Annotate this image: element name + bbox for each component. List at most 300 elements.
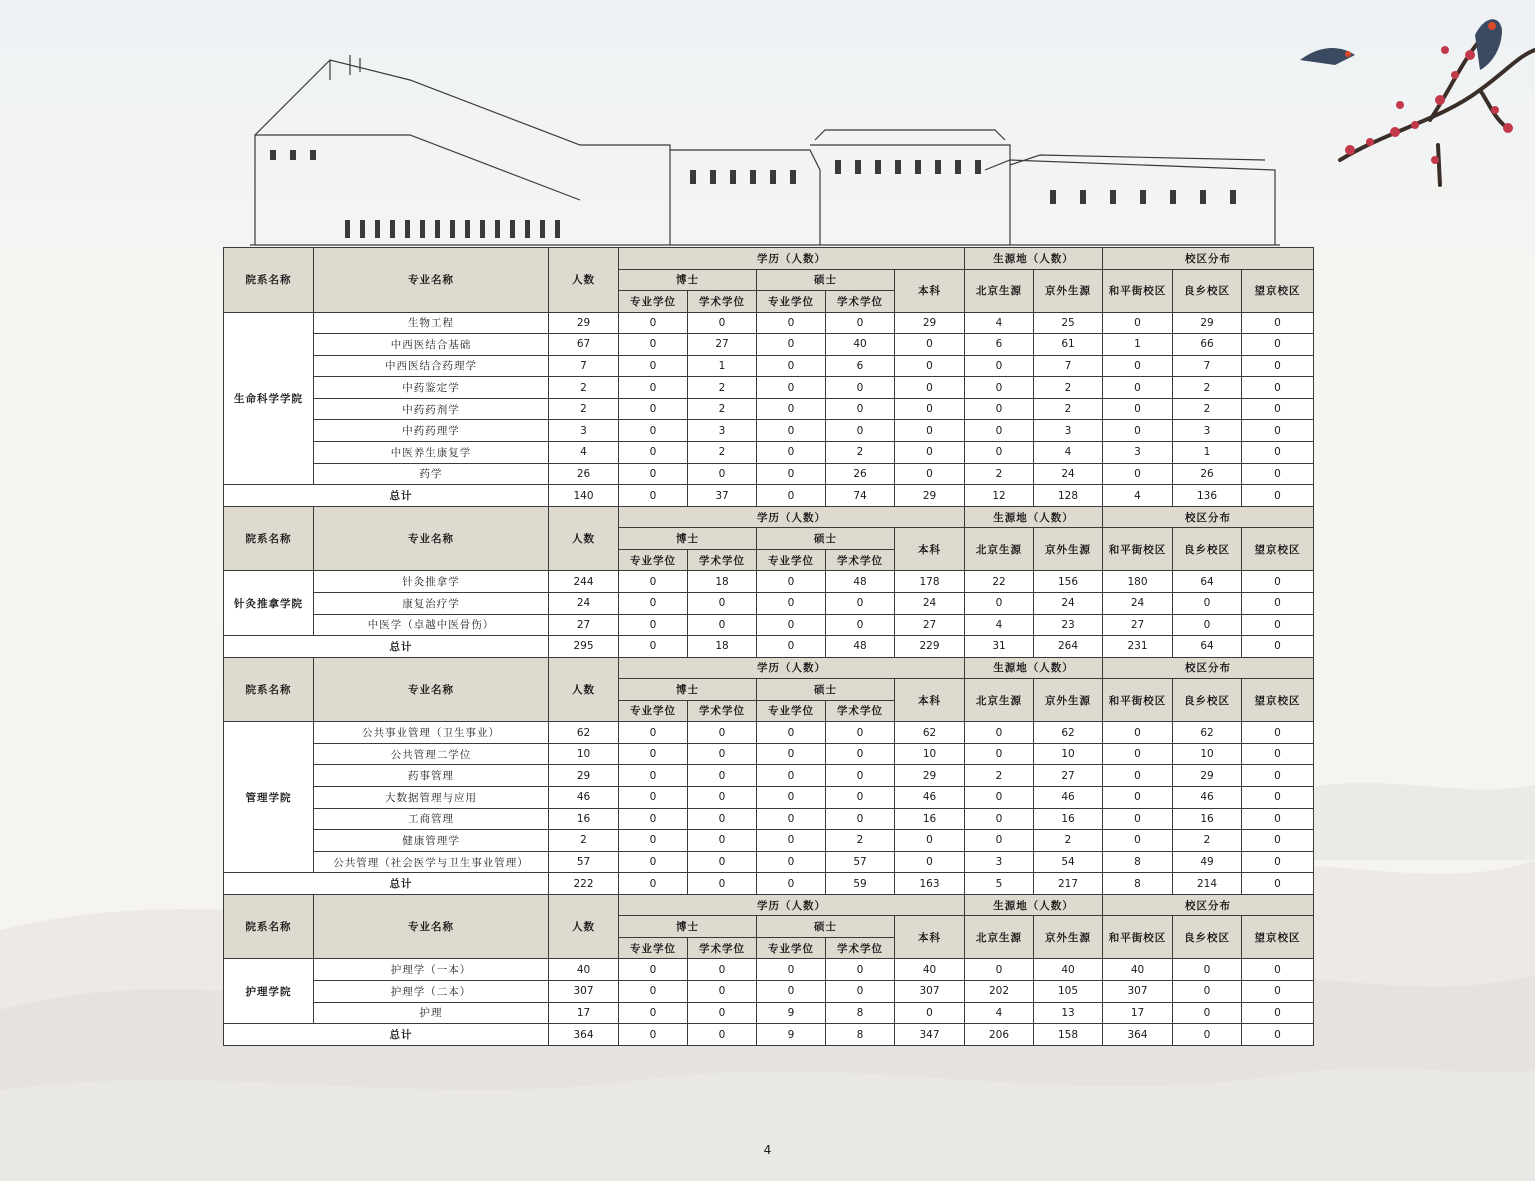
value-cell: 0 (826, 312, 895, 334)
value-cell: 0 (1173, 1002, 1242, 1024)
total-value-cell: 9 (757, 1024, 826, 1046)
table-row (224, 787, 1314, 809)
value-cell: 61 (1034, 334, 1103, 356)
value-cell: 0 (1103, 743, 1173, 765)
value-cell: 16 (1034, 808, 1103, 830)
table-row (224, 420, 1314, 442)
value-cell: 0 (757, 765, 826, 787)
total-value-cell: 31 (965, 636, 1034, 658)
total-value-cell: 231 (1103, 636, 1173, 658)
total-value-cell: 214 (1173, 873, 1242, 895)
value-cell: 9 (757, 1002, 826, 1024)
major-name: 健康管理学 (314, 830, 549, 852)
value-cell: 0 (688, 787, 757, 809)
wangjing-campus-header: 望京校区 (1242, 679, 1314, 722)
value-cell: 16 (549, 808, 619, 830)
value-cell: 0 (1242, 830, 1314, 852)
total-value-cell: 29 (895, 485, 965, 507)
major-name: 公共事业管理（卫生事业） (314, 722, 549, 744)
value-cell: 29 (895, 312, 965, 334)
total-value-cell: 37 (688, 485, 757, 507)
value-cell: 0 (619, 334, 688, 356)
value-cell: 0 (619, 398, 688, 420)
total-value-cell: 0 (619, 1024, 688, 1046)
table-row (224, 830, 1314, 852)
value-cell: 26 (1173, 463, 1242, 485)
value-cell: 0 (1242, 355, 1314, 377)
major-name: 中医学（卓越中医骨伤） (314, 614, 549, 636)
master-professional-header: 专业学位 (757, 549, 826, 571)
value-cell: 17 (549, 1002, 619, 1024)
value-cell: 0 (826, 743, 895, 765)
total-value-cell: 0 (619, 873, 688, 895)
total-value-cell: 229 (895, 636, 965, 658)
total-value-cell: 12 (965, 485, 1034, 507)
value-cell: 25 (1034, 312, 1103, 334)
liangxiang-campus-header: 良乡校区 (1173, 528, 1242, 571)
value-cell: 0 (826, 398, 895, 420)
value-cell: 0 (1242, 808, 1314, 830)
outside-origin-header: 京外生源 (1034, 916, 1103, 959)
count-header: 人数 (549, 657, 619, 722)
value-cell: 24 (1034, 463, 1103, 485)
phd-professional-header: 专业学位 (619, 937, 688, 959)
value-cell: 2 (1173, 830, 1242, 852)
phd-header: 博士 (619, 679, 757, 701)
dept-name: 管理学院 (224, 722, 314, 873)
major-header: 专业名称 (314, 248, 549, 313)
value-cell: 0 (688, 981, 757, 1003)
value-cell: 0 (895, 334, 965, 356)
value-cell: 0 (826, 722, 895, 744)
table-row (224, 355, 1314, 377)
value-cell: 0 (1242, 614, 1314, 636)
plum-blossom-birds-decoration (1280, 10, 1535, 210)
value-cell: 10 (549, 743, 619, 765)
phd-professional-header: 专业学位 (619, 291, 688, 313)
value-cell: 0 (1242, 334, 1314, 356)
value-cell: 3 (688, 420, 757, 442)
education-header: 学历（人数） (619, 506, 965, 528)
value-cell: 0 (1242, 592, 1314, 614)
value-cell: 2 (1173, 398, 1242, 420)
value-cell: 46 (1173, 787, 1242, 809)
value-cell: 62 (895, 722, 965, 744)
table-row (224, 808, 1314, 830)
table-row (224, 398, 1314, 420)
value-cell: 0 (895, 398, 965, 420)
total-value-cell: 140 (549, 485, 619, 507)
master-academic-header: 学术学位 (826, 700, 895, 722)
value-cell: 0 (757, 312, 826, 334)
value-cell: 2 (549, 377, 619, 399)
total-value-cell: 48 (826, 636, 895, 658)
bachelor-header: 本科 (895, 528, 965, 571)
value-cell: 0 (1242, 851, 1314, 873)
education-header: 学历（人数） (619, 894, 965, 916)
value-cell: 0 (688, 614, 757, 636)
total-value-cell: 217 (1034, 873, 1103, 895)
total-label: 总计 (224, 636, 549, 658)
value-cell: 307 (1103, 981, 1173, 1003)
total-value-cell: 0 (619, 485, 688, 507)
value-cell: 0 (965, 592, 1034, 614)
beijing-origin-header: 北京生源 (965, 528, 1034, 571)
value-cell: 0 (757, 722, 826, 744)
major-name: 生物工程 (314, 312, 549, 334)
value-cell: 0 (688, 830, 757, 852)
value-cell: 29 (895, 765, 965, 787)
master-header: 硕士 (757, 528, 895, 550)
value-cell: 0 (1242, 312, 1314, 334)
heping-campus-header: 和平街校区 (1103, 528, 1173, 571)
header-row (224, 657, 1314, 679)
education-header: 学历（人数） (619, 248, 965, 270)
bachelor-header: 本科 (895, 916, 965, 959)
value-cell: 0 (965, 743, 1034, 765)
master-academic-header: 学术学位 (826, 291, 895, 313)
master-professional-header: 专业学位 (757, 700, 826, 722)
total-row (224, 873, 1314, 895)
total-value-cell: 136 (1173, 485, 1242, 507)
total-value-cell: 364 (1103, 1024, 1173, 1046)
campus-header: 校区分布 (1103, 506, 1314, 528)
outside-origin-header: 京外生源 (1034, 269, 1103, 312)
value-cell: 2 (1173, 377, 1242, 399)
value-cell: 0 (757, 614, 826, 636)
value-cell: 0 (1242, 981, 1314, 1003)
value-cell: 0 (619, 851, 688, 873)
major-name: 公共管理（社会医学与卫生事业管理） (314, 851, 549, 873)
dept-header: 院系名称 (224, 894, 314, 959)
value-cell: 0 (619, 722, 688, 744)
value-cell: 24 (895, 592, 965, 614)
value-cell: 0 (1242, 463, 1314, 485)
value-cell: 2 (549, 830, 619, 852)
value-cell: 67 (549, 334, 619, 356)
value-cell: 0 (1103, 463, 1173, 485)
value-cell: 2 (1034, 377, 1103, 399)
value-cell: 4 (965, 614, 1034, 636)
value-cell: 0 (619, 1002, 688, 1024)
bachelor-header: 本科 (895, 679, 965, 722)
campus-header: 校区分布 (1103, 248, 1314, 270)
total-value-cell: 347 (895, 1024, 965, 1046)
value-cell: 0 (965, 808, 1034, 830)
total-value-cell: 0 (1242, 1024, 1314, 1046)
value-cell: 0 (895, 851, 965, 873)
value-cell: 2 (688, 398, 757, 420)
value-cell: 0 (965, 959, 1034, 981)
value-cell: 0 (1103, 765, 1173, 787)
value-cell: 64 (1173, 571, 1242, 593)
total-value-cell: 0 (688, 873, 757, 895)
total-value-cell: 5 (965, 873, 1034, 895)
total-value-cell: 74 (826, 485, 895, 507)
dept-name: 针灸推拿学院 (224, 571, 314, 636)
value-cell: 0 (757, 743, 826, 765)
value-cell: 7 (549, 355, 619, 377)
value-cell: 0 (688, 463, 757, 485)
value-cell: 1 (688, 355, 757, 377)
value-cell: 0 (619, 830, 688, 852)
value-cell: 24 (1103, 592, 1173, 614)
campus-header: 校区分布 (1103, 657, 1314, 679)
value-cell: 156 (1034, 571, 1103, 593)
value-cell: 0 (1103, 312, 1173, 334)
page-number: 4 (763, 1143, 772, 1157)
total-value-cell: 158 (1034, 1024, 1103, 1046)
value-cell: 0 (619, 355, 688, 377)
value-cell: 4 (1034, 442, 1103, 464)
major-name: 护理学（一本） (314, 959, 549, 981)
value-cell: 0 (757, 787, 826, 809)
beijing-origin-header: 北京生源 (965, 916, 1034, 959)
count-header: 人数 (549, 894, 619, 959)
value-cell: 0 (1173, 592, 1242, 614)
value-cell: 0 (1173, 959, 1242, 981)
value-cell: 62 (1173, 722, 1242, 744)
value-cell: 178 (895, 571, 965, 593)
origin-header: 生源地（人数） (965, 248, 1103, 270)
total-value-cell: 59 (826, 873, 895, 895)
major-name: 工商管理 (314, 808, 549, 830)
value-cell: 48 (826, 571, 895, 593)
master-header: 硕士 (757, 679, 895, 701)
value-cell: 46 (895, 787, 965, 809)
value-cell: 3 (965, 851, 1034, 873)
phd-header: 博士 (619, 916, 757, 938)
value-cell: 307 (549, 981, 619, 1003)
value-cell: 0 (757, 398, 826, 420)
value-cell: 0 (965, 355, 1034, 377)
total-row (224, 636, 1314, 658)
total-row (224, 1024, 1314, 1046)
table-row (224, 377, 1314, 399)
value-cell: 0 (895, 830, 965, 852)
major-name: 公共管理二学位 (314, 743, 549, 765)
value-cell: 16 (895, 808, 965, 830)
value-cell: 0 (619, 377, 688, 399)
header-row (224, 506, 1314, 528)
value-cell: 27 (1103, 614, 1173, 636)
value-cell: 57 (826, 851, 895, 873)
value-cell: 0 (826, 981, 895, 1003)
value-cell: 0 (826, 959, 895, 981)
value-cell: 0 (619, 571, 688, 593)
total-value-cell: 295 (549, 636, 619, 658)
dept-header: 院系名称 (224, 248, 314, 313)
outside-origin-header: 京外生源 (1034, 528, 1103, 571)
table-row (224, 312, 1314, 334)
value-cell: 0 (1103, 808, 1173, 830)
master-header: 硕士 (757, 269, 895, 291)
value-cell: 0 (1242, 377, 1314, 399)
value-cell: 0 (1242, 722, 1314, 744)
total-value-cell: 222 (549, 873, 619, 895)
value-cell: 0 (1103, 377, 1173, 399)
value-cell: 0 (965, 377, 1034, 399)
value-cell: 62 (549, 722, 619, 744)
value-cell: 0 (1242, 420, 1314, 442)
value-cell: 0 (1242, 787, 1314, 809)
dept-header: 院系名称 (224, 506, 314, 571)
value-cell: 3 (1034, 420, 1103, 442)
major-name: 中西医结合基础 (314, 334, 549, 356)
total-value-cell: 0 (1242, 873, 1314, 895)
liangxiang-campus-header: 良乡校区 (1173, 679, 1242, 722)
major-name: 药事管理 (314, 765, 549, 787)
master-academic-header: 学术学位 (826, 549, 895, 571)
value-cell: 0 (619, 765, 688, 787)
value-cell: 0 (1103, 420, 1173, 442)
value-cell: 0 (826, 765, 895, 787)
total-value-cell: 0 (757, 873, 826, 895)
value-cell: 0 (1242, 959, 1314, 981)
phd-academic-header: 学术学位 (688, 700, 757, 722)
major-header: 专业名称 (314, 506, 549, 571)
value-cell: 105 (1034, 981, 1103, 1003)
table-row (224, 571, 1314, 593)
value-cell: 0 (757, 981, 826, 1003)
master-professional-header: 专业学位 (757, 291, 826, 313)
phd-header: 博士 (619, 269, 757, 291)
count-header: 人数 (549, 248, 619, 313)
major-header: 专业名称 (314, 894, 549, 959)
master-academic-header: 学术学位 (826, 937, 895, 959)
campus-building-sketch (250, 50, 1280, 250)
beijing-origin-header: 北京生源 (965, 679, 1034, 722)
table-row (224, 722, 1314, 744)
value-cell: 57 (549, 851, 619, 873)
value-cell: 29 (1173, 312, 1242, 334)
major-name: 护理 (314, 1002, 549, 1024)
education-header: 学历（人数） (619, 657, 965, 679)
value-cell: 24 (1034, 592, 1103, 614)
value-cell: 27 (688, 334, 757, 356)
phd-academic-header: 学术学位 (688, 291, 757, 313)
value-cell: 0 (757, 830, 826, 852)
total-value-cell: 0 (757, 485, 826, 507)
value-cell: 2 (688, 442, 757, 464)
value-cell: 2 (965, 765, 1034, 787)
major-header: 专业名称 (314, 657, 549, 722)
value-cell: 26 (826, 463, 895, 485)
table-row (224, 334, 1314, 356)
value-cell: 0 (965, 787, 1034, 809)
enrollment-table (223, 247, 1314, 1046)
value-cell: 0 (895, 420, 965, 442)
value-cell: 0 (1242, 398, 1314, 420)
value-cell: 0 (826, 592, 895, 614)
header-row (224, 894, 1314, 916)
master-header: 硕士 (757, 916, 895, 938)
beijing-origin-header: 北京生源 (965, 269, 1034, 312)
value-cell: 2 (965, 463, 1034, 485)
phd-professional-header: 专业学位 (619, 549, 688, 571)
total-label: 总计 (224, 873, 549, 895)
value-cell: 0 (1103, 830, 1173, 852)
value-cell: 23 (1034, 614, 1103, 636)
major-name: 中西医结合药理学 (314, 355, 549, 377)
value-cell: 3 (549, 420, 619, 442)
value-cell: 40 (895, 959, 965, 981)
phd-header: 博士 (619, 528, 757, 550)
value-cell: 0 (895, 463, 965, 485)
dept-name: 护理学院 (224, 959, 314, 1024)
total-value-cell: 0 (1173, 1024, 1242, 1046)
total-value-cell: 4 (1103, 485, 1173, 507)
value-cell: 29 (549, 312, 619, 334)
total-value-cell: 264 (1034, 636, 1103, 658)
value-cell: 0 (895, 355, 965, 377)
value-cell: 0 (826, 614, 895, 636)
wangjing-campus-header: 望京校区 (1242, 528, 1314, 571)
value-cell: 2 (688, 377, 757, 399)
total-value-cell: 0 (619, 636, 688, 658)
total-value-cell: 0 (688, 1024, 757, 1046)
value-cell: 27 (549, 614, 619, 636)
enrollment-statistics (223, 247, 1313, 1046)
value-cell: 0 (1173, 614, 1242, 636)
value-cell: 8 (1103, 851, 1173, 873)
heping-campus-header: 和平街校区 (1103, 269, 1173, 312)
phd-academic-header: 学术学位 (688, 549, 757, 571)
major-name: 中医养生康复学 (314, 442, 549, 464)
table-row (224, 743, 1314, 765)
value-cell: 40 (826, 334, 895, 356)
value-cell: 0 (688, 312, 757, 334)
table-row (224, 851, 1314, 873)
total-label: 总计 (224, 1024, 549, 1046)
value-cell: 0 (688, 1002, 757, 1024)
major-name: 中药药剂学 (314, 398, 549, 420)
total-value-cell: 0 (1242, 636, 1314, 658)
value-cell: 0 (619, 808, 688, 830)
value-cell: 0 (1242, 571, 1314, 593)
table-row (224, 592, 1314, 614)
value-cell: 0 (1103, 722, 1173, 744)
value-cell: 0 (688, 722, 757, 744)
value-cell: 0 (688, 851, 757, 873)
total-row (224, 485, 1314, 507)
table-row (224, 981, 1314, 1003)
table-row (224, 614, 1314, 636)
major-name: 护理学（二本） (314, 981, 549, 1003)
value-cell: 2 (1034, 398, 1103, 420)
value-cell: 0 (688, 808, 757, 830)
value-cell: 0 (619, 743, 688, 765)
value-cell: 2 (549, 398, 619, 420)
value-cell: 26 (549, 463, 619, 485)
value-cell: 0 (757, 334, 826, 356)
value-cell: 46 (549, 787, 619, 809)
value-cell: 29 (1173, 765, 1242, 787)
value-cell: 0 (965, 398, 1034, 420)
value-cell: 18 (688, 571, 757, 593)
value-cell: 0 (895, 1002, 965, 1024)
value-cell: 1 (1173, 442, 1242, 464)
value-cell: 17 (1103, 1002, 1173, 1024)
major-name: 药学 (314, 463, 549, 485)
total-value-cell: 364 (549, 1024, 619, 1046)
value-cell: 0 (619, 981, 688, 1003)
wangjing-campus-header: 望京校区 (1242, 269, 1314, 312)
value-cell: 10 (1173, 743, 1242, 765)
value-cell: 0 (619, 420, 688, 442)
value-cell: 0 (619, 614, 688, 636)
value-cell: 40 (1103, 959, 1173, 981)
